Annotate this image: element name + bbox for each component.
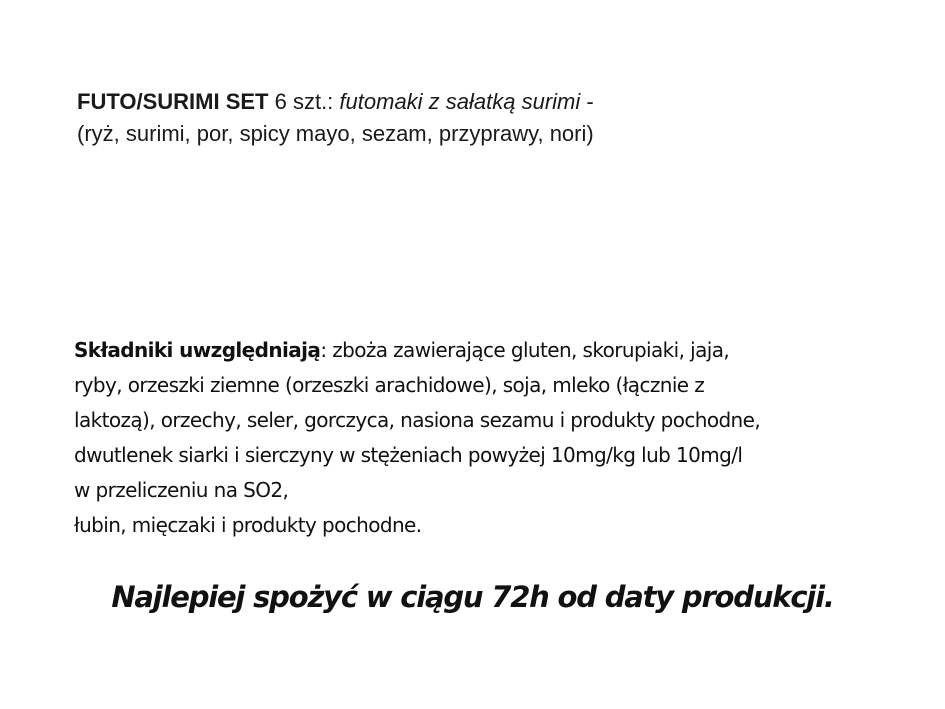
allergen-line-2: ryby, orzeszki ziemne (orzeszki arachidowe), soja, mleko (łącznie z [74,373,705,397]
allergen-line-4: dwutlenek siarki i sierczyny w stężeniach powyżej 10mg/kg lub 10mg/l [74,443,743,467]
best-before-notice: Najlepiej spożyć w ciągu 72h od daty produkcji. [111,580,834,614]
allergen-line-1-text: : zboża zawierające gluten, skorupiaki, jaja, [320,338,730,362]
allergen-line-5: w przeliczeniu na SO2, [74,478,289,502]
product-ingredients: (ryż, surimi, por, spicy mayo, sezam, przyprawy, nori) [77,121,594,146]
product-subtitle: futomaki z sałatką surimi [339,89,581,114]
allergen-line-6: łubin, mięczaki i produkty pochodne. [74,513,422,537]
allergen-lead: Składniki uwzględniają [74,338,321,362]
product-description [77,86,917,150]
product-title-line [77,86,917,118]
product-dash: - [580,89,594,114]
allergen-info [74,333,934,543]
allergen-line-1 [74,333,934,368]
allergen-line-3: laktozą), orzechy, seler, gorczyca, nasiona sezamu i produkty pochodne, [74,408,761,432]
product-count: 6 szt.: [268,89,340,114]
product-name: FUTO/SURIMI SET [77,89,269,114]
